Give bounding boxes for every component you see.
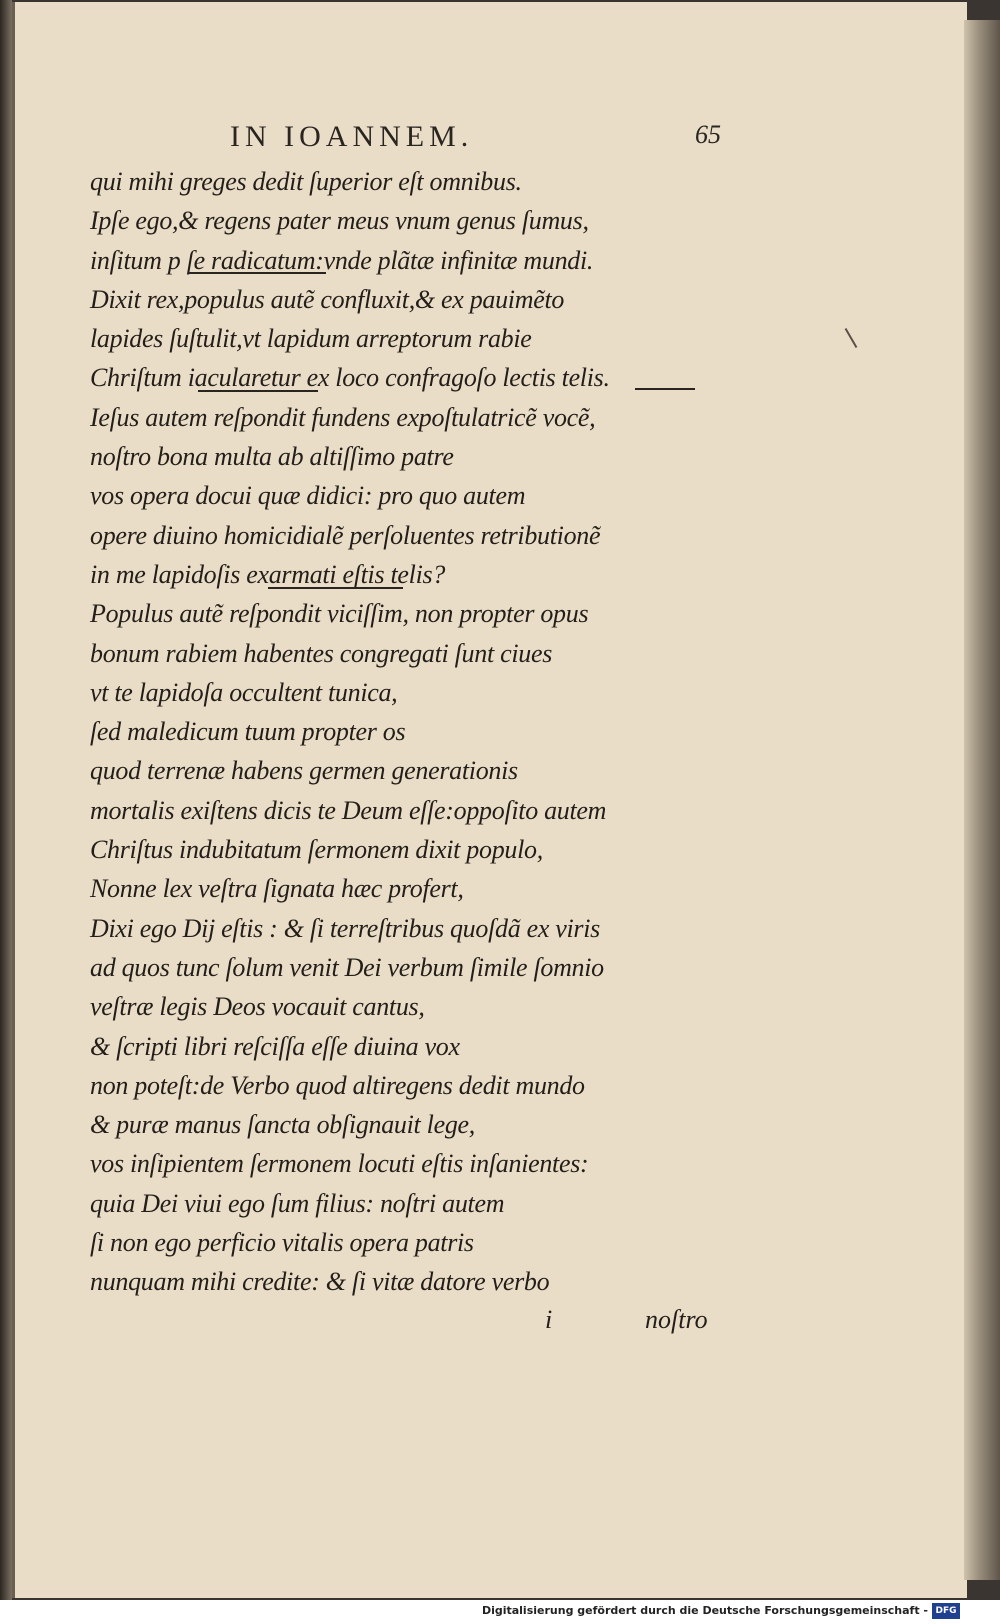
text-line: noſtro bona multa ab altiſſimo patre xyxy=(90,442,454,472)
text-line: ad quos tunc ſolum venit Dei verbum ſimile ſomnio xyxy=(90,952,604,982)
text-line: mortalis exiſtens dicis te Deum eſſe:oppoſito autem xyxy=(90,795,607,825)
text-line: lapides ſuſtulit,vt lapidum arreptorum rabie xyxy=(90,324,532,354)
catchword: noſtro xyxy=(645,1305,708,1334)
text-line: Chriſtum iacularetur ex loco confragoſo lectis telis. xyxy=(90,363,610,393)
text-line: opere diuino homicidialẽ perſoluentes retributionẽ xyxy=(90,520,601,550)
text-line: Dixi ego Dij eſtis : & ſi terreſtribus quoſdã ex viris xyxy=(90,913,600,943)
handwritten-underline xyxy=(188,272,326,274)
signature-mark: i xyxy=(545,1305,553,1334)
funding-notice: Digitalisierung gefördert durch die Deutsche Forschungsgemeinschaft - xyxy=(481,1604,928,1617)
page-number: 65 xyxy=(695,120,721,149)
text-line: vos inſipientem ſermonem locuti eſtis inſanientes: xyxy=(90,1149,589,1179)
handwritten-underline xyxy=(198,390,318,392)
margin-mark xyxy=(845,328,858,348)
page-edges xyxy=(964,20,1000,1580)
verse-text-block xyxy=(90,162,730,1302)
catchword-row xyxy=(15,1305,967,1345)
text-line: Ieſus autem reſpondit fundens expoſtulatricẽ vocẽ, xyxy=(90,402,596,432)
text-line: quia Dei viui ego ſum filius: noſtri autem xyxy=(90,1188,505,1218)
text-line: inſitum p ſe radicatum:vnde plãtæ infinitæ mundi. xyxy=(90,245,594,275)
text-line: & puræ manus ſancta obſignauit lege, xyxy=(90,1110,475,1140)
text-line: qui mihi greges dedit ſuperior eſt omnibus. xyxy=(90,167,522,196)
page-header xyxy=(15,120,967,160)
text-line: quod terrenæ habens germen generationis xyxy=(90,756,518,786)
text-line: Ipſe ego,& regens pater meus vnum genus ſumus, xyxy=(90,206,589,236)
text-line: bonum rabiem habentes congregati ſunt ciues xyxy=(90,638,553,668)
text-line: Populus autẽ reſpondit viciſſim, non propter opus xyxy=(90,599,589,629)
handwritten-underline xyxy=(635,388,695,390)
text-line: & ſcripti libri reſciſſa eſſe diuina vox xyxy=(90,1031,460,1061)
text-line: Chriſtus indubitatum ſermonem dixit populo, xyxy=(90,835,543,865)
text-line: in me lapidoſis exarmati eſtis telis? xyxy=(90,559,446,589)
text-line: ſed maledicum tuum propter os xyxy=(90,717,406,747)
text-line: nunquam mihi credite: & ſi vitæ datore verbo xyxy=(90,1267,550,1297)
text-line: ſi non ego perficio vitalis opera patris xyxy=(90,1228,474,1258)
text-line: non poteſt:de Verbo quod altiregens dedit mundo xyxy=(90,1070,585,1100)
text-line: Nonne lex veſtra ſignata hæc profert, xyxy=(90,874,464,904)
handwritten-underline xyxy=(268,587,403,589)
text-line: vos opera docui quæ didici: pro quo autem xyxy=(90,481,526,511)
dfg-logo: DFG xyxy=(932,1603,960,1619)
book-spine xyxy=(0,0,12,1600)
text-line: Dixit rex,populus autẽ confluxit,& ex pauimẽto xyxy=(90,284,565,314)
text-line: vt te lapidoſa occultent tunica, xyxy=(90,677,398,707)
text-line: veſtræ legis Deos vocauit cantus, xyxy=(90,992,425,1022)
running-title: IN IOANNEM. xyxy=(230,120,474,153)
footer-bar xyxy=(0,1600,1000,1624)
book-page xyxy=(12,2,967,1598)
